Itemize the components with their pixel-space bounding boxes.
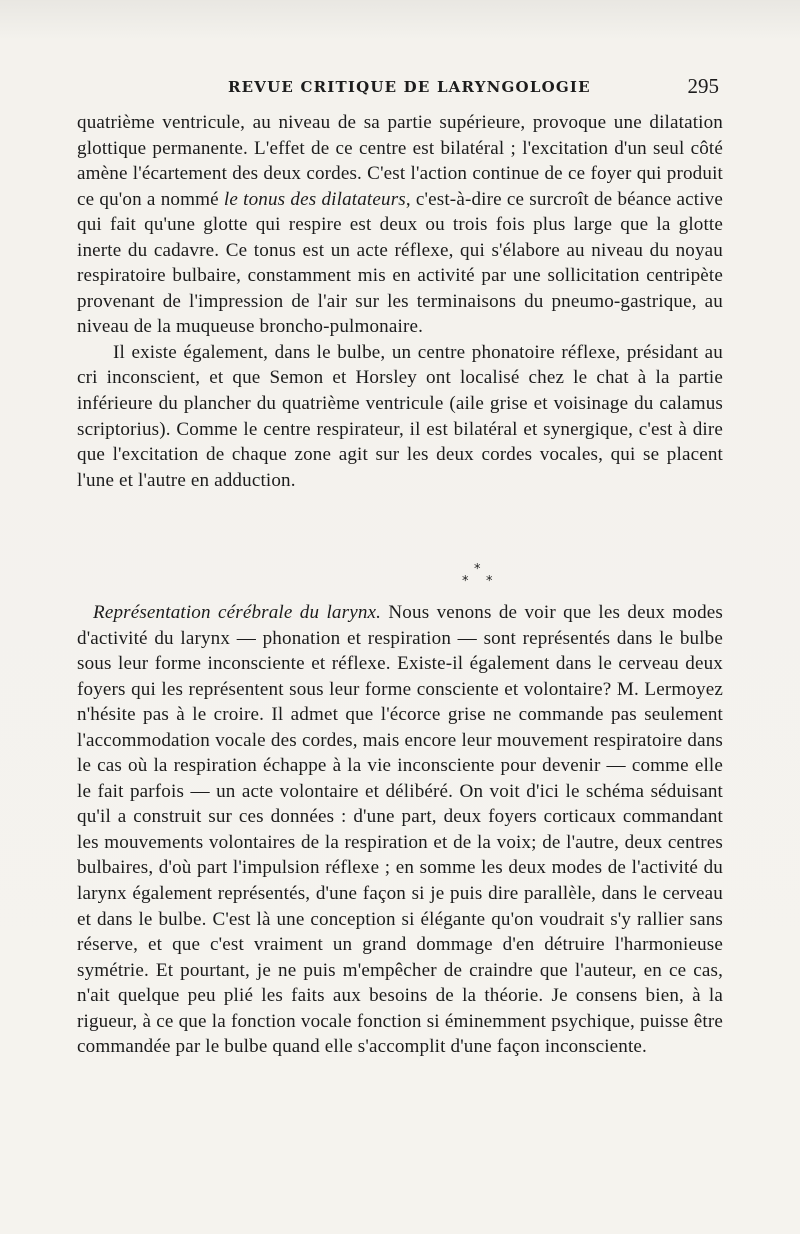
body-text (77, 110, 723, 493)
paragraph-1 (77, 110, 723, 340)
separator-star: * (474, 562, 481, 577)
paragraph-2: Il existe également, dans le bulbe, un centre phonatoire réflexe, présidant au cri inconscient, et que Semon et Horsley ont localisé chez le chat à la partie inférieure du plancher du quatrième ventricule (aile grise et voisinage du calamus scriptorius). Comme le centre respirateur, il est bilatéral et synergique, c'est à dire que l'excitation de chaque zone agit sur les deux cordes vocales, qui se placent l'une et l'autre en adduction. (77, 341, 723, 491)
separator-star: * (462, 574, 469, 589)
page-number: 295 (687, 74, 719, 98)
section-text: Nous venons de voir que les deux modes d'activité du larynx — phonation et respiration — sont représentés dans le bulbe sous leur forme inconsciente et réflexe. Existe-il également dans le cerveau deux foyers qui les représentent sous leur forme consciente et volontaire? M. Lermoyez n'hésite pas à le croire. Il admet que l'écorce grise ne commande pas seulement l'accommodation vocale des cordes, mais encore leur mouvement respiratoire dans le cas où la respiration échappe à la vie inconsciente pour devenir — comme elle le fait parfois — un acte volontaire et délibéré. On voit d'ici le schéma séduisant qu'il a construit sur ces données : d'une part, deux foyers corticaux commandant les mouvements volontaires de la respiration et de la voix; de l'autre, deux centres bulbaires, d'où part l'impulsion réflexe ; en somme les deux modes de l'activité du larynx également représentés, d'une façon si je puis dire parallèle, dans le cerveau et dans le bulbe. C'est là une conception si élégante qu'on voudrait s'y rallier sans réserve, et que c'est vraiment un grand dommage d'en détruire l'harmonieuse symétrie. Et pourtant, je ne puis m'empêcher de craindre que l'auteur, en ce cas, n'ait quelque peu plié les faits aux besoins de la théorie. Je consens bien, à la rigueur, à ce que la fonction vocale fonction si éminemment psychique, puisse être commandée par le bulbe quand elle s'accomplit d'une façon inconsciente. (77, 602, 723, 1058)
section-title: Représentation cérébrale du larynx. (93, 602, 382, 623)
section-cerebral-representation (77, 600, 723, 1060)
running-head (78, 76, 723, 102)
separator-star: * (486, 574, 493, 589)
section-separator (448, 560, 508, 594)
running-title: REVUE CRITIQUE DE LARYNGOLOGIE (228, 78, 591, 96)
section-paragraph (77, 600, 723, 1060)
paragraph-1-text-a: quatrième ventricule, au niveau de sa partie supérieure, provoque une dilatation glottique permanente. L'effet de ce centre est bilatéral ; l'excitation d'un seul côté amène l'écartement des deux cordes. C'est l'action continue de ce foyer qui produit ce qu'on a nommé (77, 112, 723, 210)
paragraph-1-text-b: , c'est-à-dire ce surcroît de béance active qui fait qu'une glotte qui respire est deux ou trois fois plus large que la glotte inerte du cadavre. Ce tonus est un acte réflexe, qui s'élabore au niveau du noyau respiratoire bulbaire, constamment mis en activité par une sollicitation centripète provenant de l'impression de l'air sur les terminaisons du pneumo-gastrique, au niveau de la muqueuse broncho-pulmonaire. (77, 188, 723, 338)
paragraph-1-italic-term: le tonus des dilatateurs (223, 188, 406, 210)
